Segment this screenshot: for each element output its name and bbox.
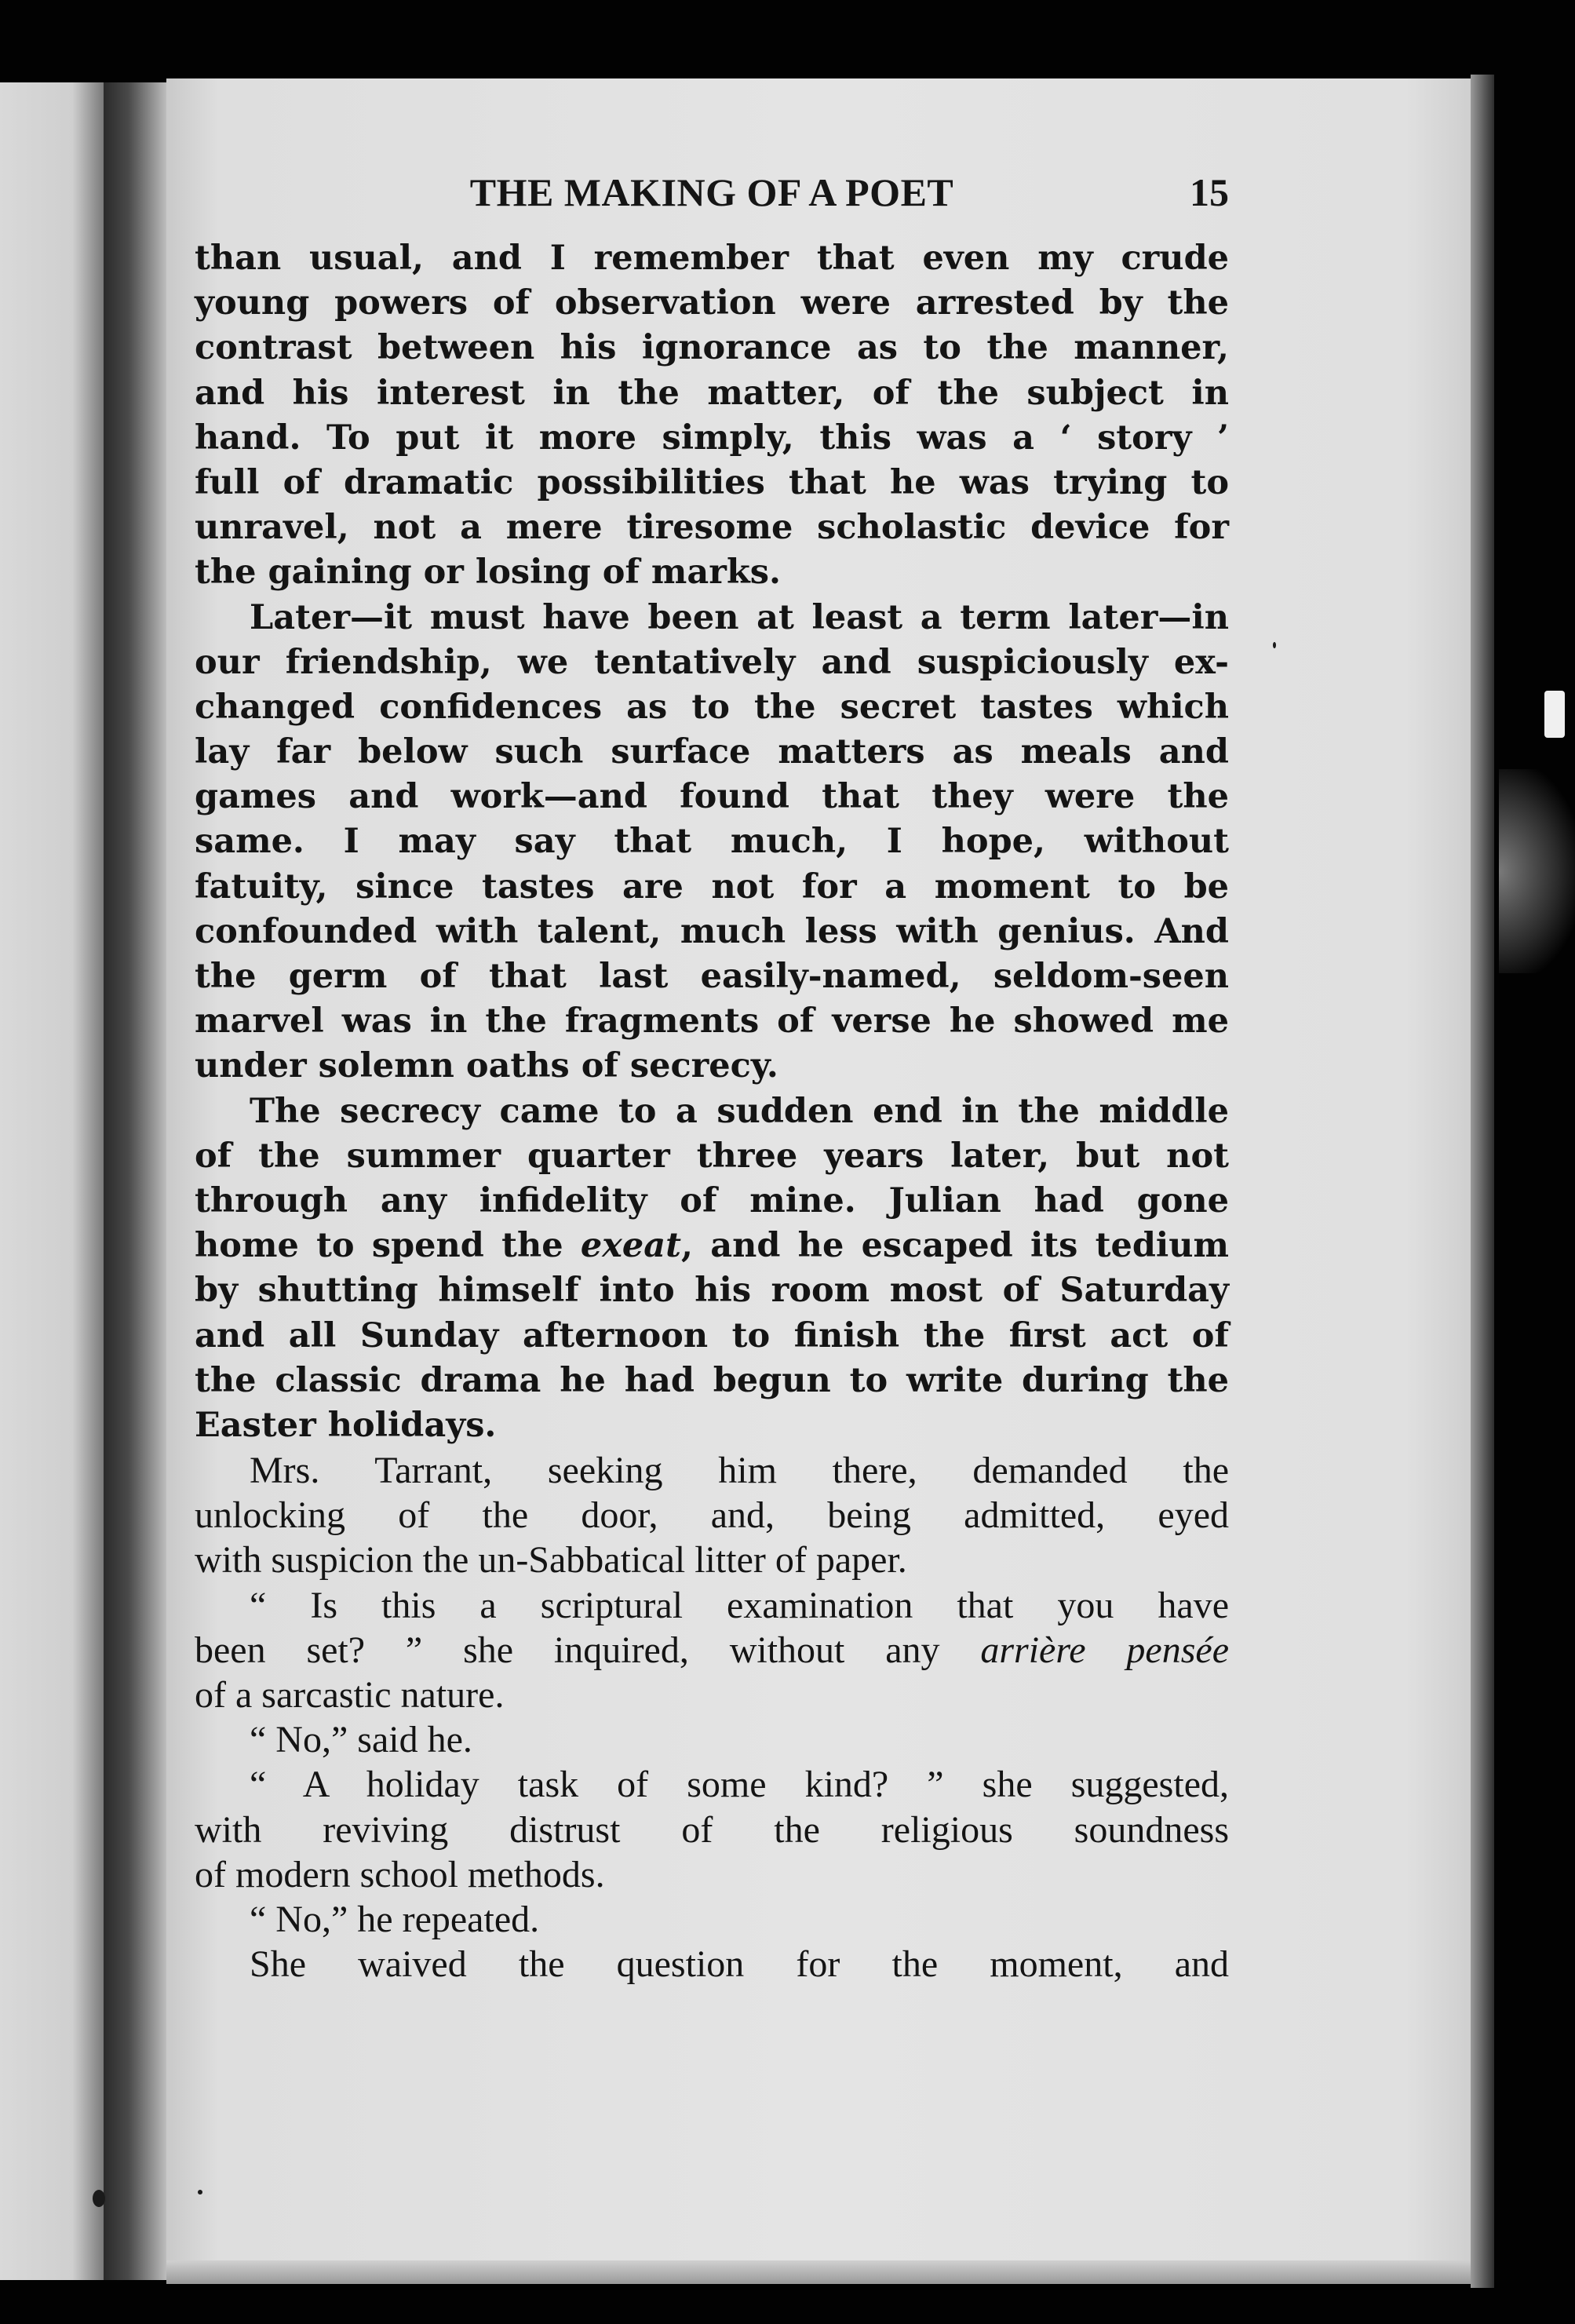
scan-speck	[1273, 642, 1276, 648]
text-line: unravel, not a mere tiresome scholastic device for	[195, 508, 1229, 548]
text-line: Mrs. Tarrant, seeking him there, demanded the	[250, 1450, 1229, 1492]
text-line: She waived the question for the moment, and	[250, 1943, 1229, 1986]
page-header	[195, 161, 1229, 224]
text-line: “ No,” he repeated.	[250, 1898, 540, 1940]
text-line: marvel was in the fragments of verse he showed me	[195, 1001, 1229, 1042]
text-fragment: , and he escaped its tedium	[680, 1226, 1230, 1266]
italic-term: exeat	[580, 1226, 681, 1266]
text-line: “ Is this a scriptural examination that you have	[250, 1584, 1229, 1626]
text-fragment: been set? ” she inquired, without any	[195, 1629, 981, 1671]
text-line: same. I may say that much, I hope, without	[195, 822, 1229, 862]
text-line: The secrecy came to a sudden end in the middle	[250, 1091, 1229, 1131]
text-line: Easter holidays.	[195, 1405, 497, 1445]
text-line: the germ of that last easily-named, seldom-seen	[195, 957, 1229, 996]
text-line: and all Sunday afternoon to finish the first act of	[195, 1315, 1229, 1355]
text-line: with suspicion the un-Sabbatical litter of paper.	[195, 1539, 907, 1582]
text-line-with-italic	[195, 1628, 1229, 1673]
text-line: through any infidelity of mine. Julian had gone	[195, 1180, 1229, 1220]
text-line: the classic drama he had begun to write during the	[195, 1360, 1229, 1400]
running-title: THE MAKING OF A POET	[469, 170, 954, 214]
text-line: of the summer quarter three years later, but not	[195, 1136, 1229, 1176]
text-line: and his interest in the matter, of the subject in	[195, 373, 1229, 413]
page-bottom-edge	[166, 2260, 1471, 2284]
text-line: “ A holiday task of some kind? ” she suggested,	[250, 1764, 1229, 1806]
text-line: fatuity, since tastes are not for a moment to be	[195, 866, 1229, 907]
text-line: with reviving distrust of the religious soundness	[195, 1808, 1229, 1851]
text-line: the gaining or losing of marks.	[195, 553, 781, 593]
text-line: confounded with talent, much less with genius. And	[195, 911, 1229, 951]
scan-speck	[1544, 691, 1565, 738]
page-number: 15	[1190, 170, 1229, 214]
text-line: contrast between his ignorance as to the manner,	[195, 328, 1229, 368]
text-line: games and work—and found that they were the	[195, 777, 1229, 817]
text-line: hand. To put it more simply, this was a ‘ story ’	[195, 418, 1229, 458]
text-line: of a sarcastic nature.	[195, 1674, 505, 1716]
binding-gutter-shadow	[104, 82, 166, 2280]
text-line: of modern school methods.	[195, 1853, 605, 1895]
text-line: under solemn oaths of secrecy.	[195, 1046, 778, 1086]
scan-speck	[93, 2190, 105, 2207]
scanner-glare	[1499, 769, 1575, 973]
text-line: than usual, and I remember that even my crude	[195, 239, 1229, 278]
text-line: full of dramatic possibilities that he was trying to	[195, 462, 1229, 502]
text-line: changed confidences as to the secret tastes which	[195, 687, 1229, 727]
text-line: Later—it must have been at least a term later—in	[250, 597, 1229, 637]
text-line: young powers of observation were arrested by the	[195, 283, 1229, 323]
text-line: lay far below such surface matters as meals and	[195, 732, 1229, 772]
italic-phrase: arrière pensée	[980, 1629, 1229, 1671]
text-line: our friendship, we tentatively and suspiciously ex-	[195, 642, 1229, 682]
body-text	[195, 236, 1229, 1987]
text-line: unlocking of the door, and, being admitted, eyed	[195, 1494, 1229, 1537]
text-line-with-italic	[195, 1224, 1229, 1268]
facing-page-edge	[0, 82, 104, 2280]
text-line: by shutting himself into his room most of Saturday	[195, 1271, 1229, 1311]
scan-speck	[198, 2190, 202, 2194]
page-right-edge	[1471, 75, 1494, 2288]
text-fragment: home to spend the	[195, 1226, 581, 1266]
text-line: “ No,” said he.	[250, 1719, 472, 1761]
